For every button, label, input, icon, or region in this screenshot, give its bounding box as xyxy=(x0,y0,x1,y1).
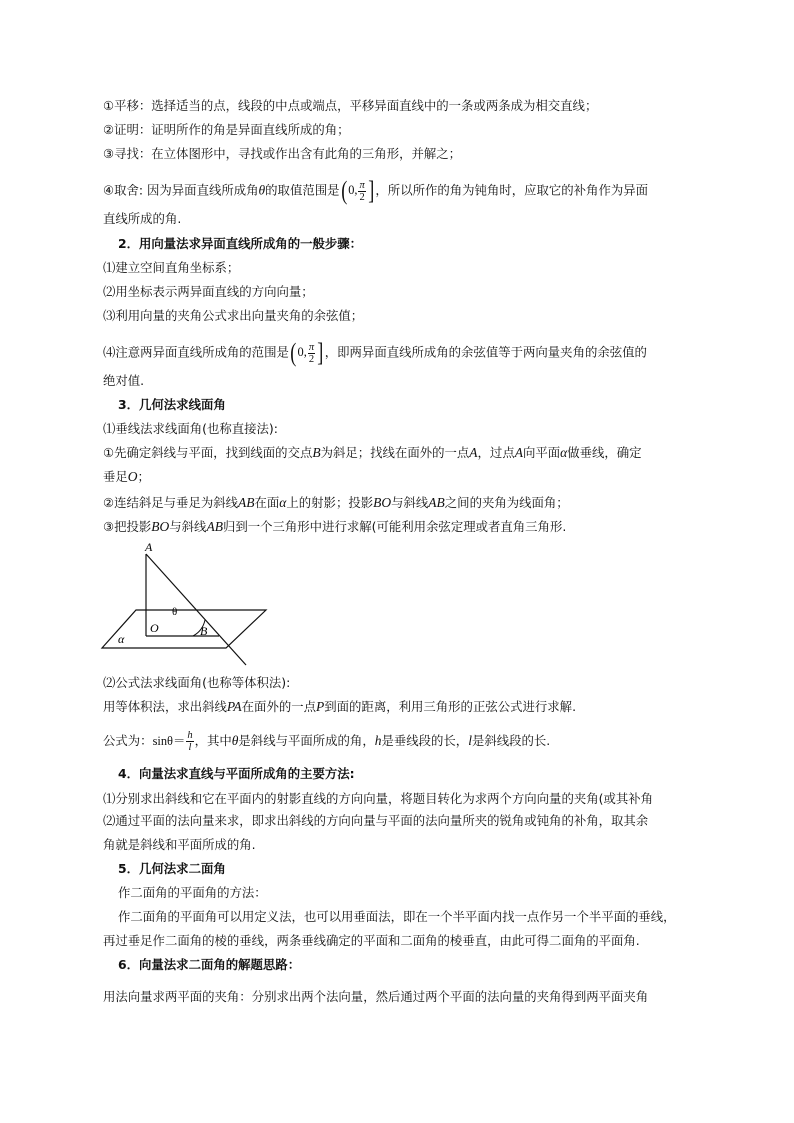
text-run: ⑷注意两异面直线所成角的范围是 xyxy=(103,344,289,360)
text-line: 作二面角的平面角可以用定义法，也可以用垂面法，即在一个半平面内找一点作另一个半平面的垂线， xyxy=(118,909,676,924)
text-line: 再过垂足作二面角的棱的垂线，两条垂线确定的平面和二面角的棱垂直，由此可得二面角的平面角. xyxy=(103,933,640,948)
text-line: 角就是斜线和平面所成的角. xyxy=(103,837,256,852)
step-item xyxy=(103,340,647,366)
text-line: ③把投影BO与斜线AB归到一个三角形中进行求解(可能利用余弦定理或者直角三角形. xyxy=(103,519,567,534)
text-line: ③寻找：在立体图形中，寻找或作出含有此角的三角形，并解之； xyxy=(103,146,462,161)
label-alpha: α xyxy=(118,632,125,646)
theta-symbol: θ xyxy=(258,182,266,198)
text-run: ，所以所作的角为钝角时，应取它的补角作为异面 xyxy=(375,182,649,198)
step-item: ⑴建立空间直角坐标系； xyxy=(103,260,240,275)
plane-alpha xyxy=(102,610,266,648)
text-line: 垂足O； xyxy=(103,469,150,484)
label-O: O xyxy=(150,621,159,635)
formula-line: 公式为：sinθ＝ $\frac{h}{l}$ ，其中θ是斜线与平面所成的角，h是垂线段的长，l是斜线段的长. xyxy=(103,730,551,753)
section-heading: 4．向量法求直线与平面所成角的主要方法: xyxy=(118,766,355,781)
label-A: A xyxy=(145,540,153,554)
text-line: 绝对值. xyxy=(103,373,145,388)
text-line xyxy=(103,178,648,204)
text-line: ⑵通过平面的法向量来求，即求出斜线的方向向量与平面的法向量所夹的锐角或钝角的补角，取其余 xyxy=(103,813,649,828)
text-line: 作二面角的平面角的方法： xyxy=(118,885,267,900)
line-plane-angle-figure xyxy=(98,540,278,670)
text-run: 的取值范围是 xyxy=(265,182,340,198)
step-item: ⑶利用向量的夹角公式求出向量夹角的余弦值； xyxy=(103,308,364,323)
range-interval: (0, $\frac{\pi}{2}$ ] xyxy=(340,176,375,205)
label-theta: θ xyxy=(172,606,178,618)
text-run: ，即两异面直线所成角的余弦值等于两向量夹角的余弦值的 xyxy=(324,344,647,360)
text-run: ④取舍: 因为异面直线所成角 xyxy=(103,182,259,198)
range-interval: (0, $\frac{\pi}{2}$ ] xyxy=(290,338,324,367)
text-line: 直线所成的角. xyxy=(103,211,182,226)
section-heading: 5．几何法求二面角 xyxy=(118,861,226,876)
label-B: B xyxy=(200,624,208,638)
text-line: ⑴分别求出斜线和它在平面内的射影直线的方向向量，将题目转化为求两个方向向量的夹角(或其补角 xyxy=(103,791,654,806)
text-line: ⑵公式法求线面角(也称等体积法): xyxy=(103,675,291,690)
text-line: ①平移：选择适当的点，线段的中点或端点，平移异面直线中的一条或两条成为相交直线； xyxy=(103,98,598,113)
text-line: 用法向量求两平面的夹角：分别求出两个法向量，然后通过两个平面的法向量的夹角得到两平面夹角 xyxy=(103,989,649,1004)
section-heading: 2．用向量法求异面直线所成角的一般步骤： xyxy=(118,236,363,251)
text-line: ⑴垂线法求线面角(也称直接法): xyxy=(103,421,278,436)
text-line: ②证明：证明所作的角是异面直线所成的角； xyxy=(103,122,350,137)
text-line: ①先确定斜线与平面，找到线面的交点B为斜足；找线在面外的一点A，过点A向平面α做垂线，确定 xyxy=(103,445,642,460)
text-line: 用等体积法，求出斜线PA在面外的一点P到面的距离，利用三角形的正弦公式进行求解. xyxy=(103,699,577,714)
step-item: ⑵用坐标表示两异面直线的方向向量； xyxy=(103,284,314,299)
text-line: ②连结斜足与垂足为斜线AB在面α上的射影；投影BO与斜线AB之间的夹角为线面角； xyxy=(103,495,569,510)
section-heading: 3．几何法求线面角 xyxy=(118,397,226,412)
section-heading: 6．向量法求二面角的解题思路： xyxy=(118,957,301,972)
